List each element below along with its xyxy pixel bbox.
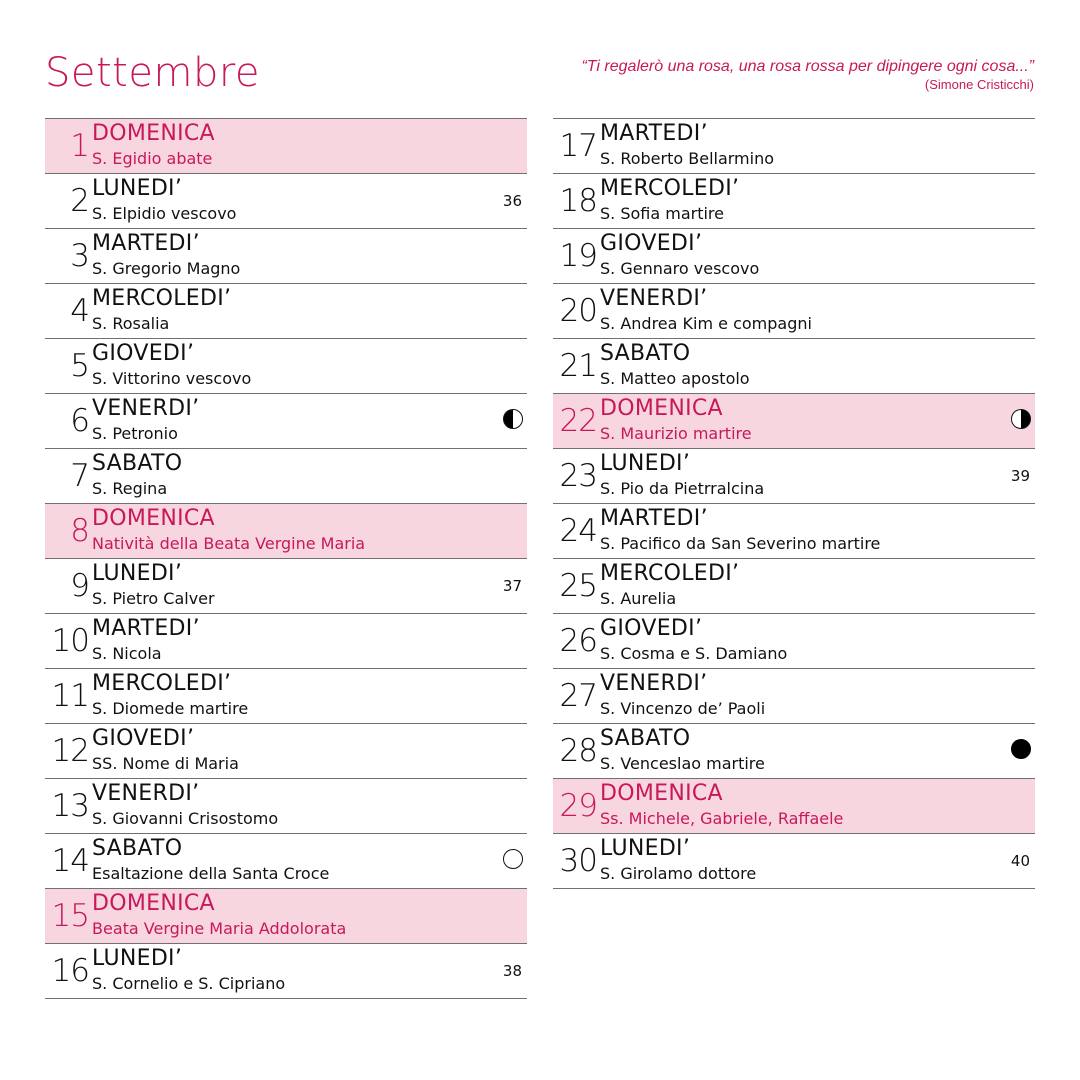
saint-name: S. Diomede martire (92, 699, 249, 718)
saint-name: S. Elpidio vescovo (92, 204, 237, 223)
day-row (45, 834, 527, 889)
saint-name: S. Petronio (92, 424, 178, 443)
weekday-name: MERCOLEDI’ (600, 561, 740, 586)
day-row (553, 119, 1035, 174)
saint-name: Ss. Michele, Gabriele, Raffaele (600, 809, 844, 828)
saint-name: SS. Nome di Maria (92, 754, 239, 773)
weekday-name: SABATO (600, 726, 691, 751)
days-column-right (553, 118, 1035, 889)
first-quarter-icon (503, 409, 523, 429)
week-number: 40 (1010, 852, 1030, 870)
day-row (45, 339, 527, 394)
day-row (553, 284, 1035, 339)
day-number: 10 (51, 623, 89, 659)
full-moon-icon (503, 849, 523, 869)
day-row (45, 284, 527, 339)
saint-name: S. Cornelio e S. Cipriano (92, 974, 286, 993)
day-number: 4 (70, 293, 89, 329)
weekday-name: LUNEDI’ (600, 451, 691, 476)
weekday-name: VENERDI’ (600, 286, 708, 311)
saint-name: S. Girolamo dottore (600, 864, 757, 883)
saint-name: S. Vincenzo de’ Paoli (600, 699, 766, 718)
day-row (553, 339, 1035, 394)
saint-name: S. Gennaro vescovo (600, 259, 760, 278)
day-row-holiday (553, 394, 1035, 449)
day-number: 9 (70, 568, 89, 604)
days-column-left (45, 118, 527, 999)
day-number: 27 (559, 678, 597, 714)
week-number: 37 (502, 577, 522, 595)
day-row (553, 669, 1035, 724)
day-row-holiday (553, 779, 1035, 834)
saint-name: S. Rosalia (92, 314, 170, 333)
day-number: 13 (51, 788, 89, 824)
saint-name: S. Pacifico da San Severino martire (600, 534, 881, 553)
day-number: 6 (70, 403, 89, 439)
day-number: 29 (559, 788, 597, 824)
day-row (45, 394, 527, 449)
saint-name: S. Aurelia (600, 589, 677, 608)
day-row (553, 724, 1035, 779)
saint-name: S. Gregorio Magno (92, 259, 241, 278)
day-row (553, 449, 1035, 504)
weekday-name: DOMENICA (92, 891, 215, 916)
day-number: 26 (559, 623, 597, 659)
saint-name: Esaltazione della Santa Croce (92, 864, 330, 883)
day-row (553, 559, 1035, 614)
last-quarter-icon (1011, 409, 1031, 429)
weekday-name: MERCOLEDI’ (92, 671, 232, 696)
day-number: 5 (70, 348, 89, 384)
day-row (45, 229, 527, 284)
day-row (553, 834, 1035, 889)
saint-name: S. Andrea Kim e compagni (600, 314, 812, 333)
day-row (45, 449, 527, 504)
day-row (45, 944, 527, 999)
day-row (45, 724, 527, 779)
weekday-name: MARTEDI’ (600, 121, 708, 146)
day-row (45, 614, 527, 669)
weekday-name: GIOVEDI’ (600, 231, 703, 256)
day-row (553, 174, 1035, 229)
day-row-holiday (45, 889, 527, 944)
weekday-name: SABATO (600, 341, 691, 366)
weekday-name: DOMENICA (92, 121, 215, 146)
day-row (553, 229, 1035, 284)
month-title: Settembre (45, 50, 261, 96)
day-number: 25 (559, 568, 597, 604)
saint-name: S. Pietro Calver (92, 589, 215, 608)
weekday-name: DOMENICA (600, 781, 723, 806)
weekday-name: SABATO (92, 451, 183, 476)
weekday-name: MERCOLEDI’ (600, 176, 740, 201)
weekday-name: GIOVEDI’ (92, 726, 195, 751)
day-number: 18 (559, 183, 597, 219)
day-row (45, 669, 527, 724)
day-number: 28 (559, 733, 597, 769)
week-number: 36 (502, 192, 522, 210)
day-row (553, 614, 1035, 669)
day-number: 22 (559, 403, 597, 439)
day-number: 7 (70, 458, 89, 494)
day-number: 1 (70, 128, 89, 164)
saint-name: S. Venceslao martire (600, 754, 765, 773)
week-number: 39 (1010, 467, 1030, 485)
quote (581, 58, 1034, 94)
saint-name: S. Sofia martire (600, 204, 724, 223)
day-row (553, 504, 1035, 559)
weekday-name: SABATO (92, 836, 183, 861)
weekday-name: LUNEDI’ (92, 561, 183, 586)
new-moon-icon (1011, 739, 1031, 759)
day-number: 30 (559, 843, 597, 879)
saint-name: S. Giovanni Crisostomo (92, 809, 279, 828)
weekday-name: LUNEDI’ (92, 176, 183, 201)
saint-name: S. Cosma e S. Damiano (600, 644, 788, 663)
weekday-name: VENERDI’ (92, 396, 200, 421)
day-number: 19 (559, 238, 597, 274)
day-row (45, 779, 527, 834)
weekday-name: MARTEDI’ (92, 616, 200, 641)
day-number: 16 (51, 953, 89, 989)
saint-name: S. Nicola (92, 644, 162, 663)
day-row (45, 174, 527, 229)
weekday-name: LUNEDI’ (600, 836, 691, 861)
day-row-holiday (45, 119, 527, 174)
day-row (45, 559, 527, 614)
day-number: 11 (51, 678, 89, 714)
day-number: 15 (51, 898, 89, 934)
day-number: 23 (559, 458, 597, 494)
week-number: 38 (502, 962, 522, 980)
weekday-name: GIOVEDI’ (600, 616, 703, 641)
weekday-name: LUNEDI’ (92, 946, 183, 971)
quote-text: “Ti regalerò una rosa, una rosa rossa per dipingere ogni cosa...” (581, 58, 1034, 75)
day-number: 21 (559, 348, 597, 384)
weekday-name: VENERDI’ (92, 781, 200, 806)
weekday-name: GIOVEDI’ (92, 341, 195, 366)
weekday-name: VENERDI’ (600, 671, 708, 696)
weekday-name: DOMENICA (600, 396, 723, 421)
weekday-name: DOMENICA (92, 506, 215, 531)
day-number: 8 (70, 513, 89, 549)
saint-name: Natività della Beata Vergine Maria (92, 534, 366, 553)
saint-name: S. Regina (92, 479, 168, 498)
saint-name: S. Pio da Pietrralcina (600, 479, 765, 498)
weekday-name: MARTEDI’ (600, 506, 708, 531)
saint-name: S. Vittorino vescovo (92, 369, 252, 388)
day-number: 20 (559, 293, 597, 329)
day-number: 17 (559, 128, 597, 164)
day-number: 12 (51, 733, 89, 769)
day-row-holiday (45, 504, 527, 559)
saint-name: Beata Vergine Maria Addolorata (92, 919, 347, 938)
saint-name: S. Matteo apostolo (600, 369, 750, 388)
day-number: 2 (70, 183, 89, 219)
quote-author: (Simone Cristicchi) (924, 77, 1034, 92)
day-number: 14 (51, 843, 89, 879)
weekday-name: MARTEDI’ (92, 231, 200, 256)
day-number: 24 (559, 513, 597, 549)
day-number: 3 (70, 238, 89, 274)
saint-name: S. Egidio abate (92, 149, 213, 168)
saint-name: S. Maurizio martire (600, 424, 752, 443)
weekday-name: MERCOLEDI’ (92, 286, 232, 311)
saint-name: S. Roberto Bellarmino (600, 149, 775, 168)
